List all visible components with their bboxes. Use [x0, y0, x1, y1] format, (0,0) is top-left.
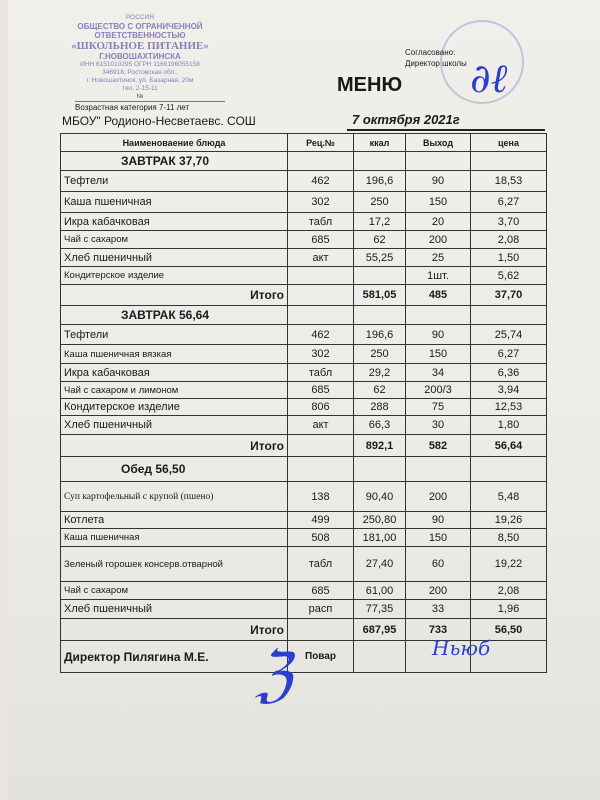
- price: [471, 457, 547, 482]
- portion: Выход: [406, 134, 471, 152]
- price: 56,64: [471, 435, 547, 457]
- recipe-no: расп: [288, 600, 354, 619]
- table-row: [61, 213, 547, 231]
- recipe-no: 806: [288, 399, 354, 416]
- recipe-no: 499: [288, 512, 354, 529]
- portion: [406, 152, 471, 171]
- price: 37,70: [471, 285, 547, 306]
- stamp-name: «ШКОЛЬНОЕ ПИТАНИЕ»: [71, 40, 209, 52]
- portion: 34: [406, 364, 471, 382]
- portion: 150: [406, 192, 471, 213]
- recipe-no: 685: [288, 582, 354, 600]
- kcal: 196,6: [354, 171, 406, 192]
- portion: 200: [406, 231, 471, 249]
- dish-name: Чай с сахаром и лимоном: [61, 382, 288, 399]
- portion: 150: [406, 345, 471, 364]
- recipe-no: 685: [288, 231, 354, 249]
- kcal: [354, 306, 406, 325]
- school-name: МБОУ" Родионо-Несветаевс. СОШ: [62, 114, 256, 128]
- recipe-no: 302: [288, 345, 354, 364]
- recipe-no: акт: [288, 416, 354, 435]
- table-row: [61, 512, 547, 529]
- kcal: 55,25: [354, 249, 406, 267]
- table-row: [61, 600, 547, 619]
- recipe-no: [288, 457, 354, 482]
- price: 1,80: [471, 416, 547, 435]
- kcal: 29,2: [354, 364, 406, 382]
- dish-name: Котлета: [61, 512, 288, 529]
- portion: 90: [406, 512, 471, 529]
- portion: 200/3: [406, 382, 471, 399]
- recipe-no: [288, 619, 354, 641]
- dish-name: Итого: [61, 285, 288, 306]
- recipe-no: 138: [288, 482, 354, 512]
- price: 3,94: [471, 382, 547, 399]
- recipe-no: 462: [288, 325, 354, 345]
- dish-name: Каша пшеничная вязкая: [61, 345, 288, 364]
- kcal: ккал: [354, 134, 406, 152]
- recipe-no: Рец.№: [288, 134, 354, 152]
- dish-name: Хлеб пшеничный: [61, 249, 288, 267]
- director-signature: ℨ: [255, 640, 292, 710]
- stamp-addr1: 346918, Ростовская обл.,: [102, 69, 178, 76]
- kcal: [354, 267, 406, 285]
- kcal: 687,95: [354, 619, 406, 641]
- kcal: 17,2: [354, 213, 406, 231]
- kcal: 62: [354, 231, 406, 249]
- kcal: 90,40: [354, 482, 406, 512]
- recipe-no: акт: [288, 249, 354, 267]
- portion: 20: [406, 213, 471, 231]
- recipe-no: [288, 267, 354, 285]
- kcal: 27,40: [354, 547, 406, 582]
- dish-name: Итого: [61, 619, 288, 641]
- dish-name: Кондитерское изделие: [61, 267, 288, 285]
- price: 3,70: [471, 213, 547, 231]
- dish-name: Хлеб пшеничный: [61, 600, 288, 619]
- price: 19,22: [471, 547, 547, 582]
- portion: [406, 457, 471, 482]
- price: 5,48: [471, 482, 547, 512]
- price: 1,50: [471, 249, 547, 267]
- dish-name: Директор Пилягина М.Е.: [61, 641, 288, 673]
- table-row: [61, 547, 547, 582]
- portion: 200: [406, 482, 471, 512]
- page-title: МЕНЮ: [337, 74, 403, 96]
- table-row: [61, 267, 547, 285]
- portion: 733: [406, 619, 471, 641]
- dish-name: Кондитерское изделие: [61, 399, 288, 416]
- dish-name: Итого: [61, 435, 288, 457]
- dish-name: Чай с сахаром: [61, 582, 288, 600]
- approval-block: [405, 47, 467, 69]
- table-row: [61, 529, 547, 547]
- kcal: 250: [354, 345, 406, 364]
- price: 12,53: [471, 399, 547, 416]
- price: цена: [471, 134, 547, 152]
- table-row: [61, 192, 547, 213]
- kcal: 61,00: [354, 582, 406, 600]
- kcal: 581,05: [354, 285, 406, 306]
- stamp-country: РОССИЯ: [125, 14, 154, 21]
- table-row: [61, 345, 547, 364]
- table-header: [61, 134, 547, 152]
- approval-label: Согласовано:: [405, 48, 456, 57]
- director-approval-signature: ∂ℓ: [470, 56, 508, 102]
- portion: 90: [406, 325, 471, 345]
- table-row: [61, 482, 547, 512]
- dish-name: Тефтели: [61, 325, 288, 345]
- section-header: [61, 152, 547, 171]
- kcal: 250,80: [354, 512, 406, 529]
- price: 56,50: [471, 619, 547, 641]
- table-row: [61, 399, 547, 416]
- price: [471, 152, 547, 171]
- company-stamp: [60, 14, 220, 101]
- table-row: [61, 382, 547, 399]
- table-row: [61, 325, 547, 345]
- price: 6,27: [471, 345, 547, 364]
- dish-name: Чай с сахаром: [61, 231, 288, 249]
- portion: 75: [406, 399, 471, 416]
- price: 5,62: [471, 267, 547, 285]
- portion: 25: [406, 249, 471, 267]
- stamp-org1: ОБЩЕСТВО С ОГРАНИЧЕННОЙ: [77, 22, 203, 31]
- dish-name: ЗАВТРАК 37,70: [61, 152, 288, 171]
- kcal: 288: [354, 399, 406, 416]
- dish-name: Хлеб пшеничный: [61, 416, 288, 435]
- stamp-number: №: [136, 93, 144, 100]
- kcal: [354, 457, 406, 482]
- portion: 33: [406, 600, 471, 619]
- dish-name: Каша пшеничная: [61, 192, 288, 213]
- age-category: Возрастная категория 7-11 лет: [75, 101, 225, 112]
- recipe-no: [288, 152, 354, 171]
- kcal: 77,35: [354, 600, 406, 619]
- table-row: [61, 416, 547, 435]
- table-row: [61, 582, 547, 600]
- price: 18,53: [471, 171, 547, 192]
- portion: 1шт.: [406, 267, 471, 285]
- dish-name: ЗАВТРАК 56,64: [61, 306, 288, 325]
- section-header: [61, 306, 547, 325]
- portion: 582: [406, 435, 471, 457]
- recipe-no: табл: [288, 213, 354, 231]
- section-header: [61, 457, 547, 482]
- price: 25,74: [471, 325, 547, 345]
- recipe-no: 462: [288, 171, 354, 192]
- table-row: [61, 231, 547, 249]
- approval-director: Директор школы: [405, 59, 467, 68]
- dish-name: Обед 56,50: [61, 457, 288, 482]
- portion: 90: [406, 171, 471, 192]
- kcal: [354, 641, 406, 673]
- portion: 60: [406, 547, 471, 582]
- dish-name: Тефтели: [61, 171, 288, 192]
- recipe-no: [288, 435, 354, 457]
- kcal: 196,6: [354, 325, 406, 345]
- dish-name: Икра кабачковая: [61, 364, 288, 382]
- table-row: [61, 364, 547, 382]
- recipe-no: [288, 306, 354, 325]
- dish-name: Икра кабачковая: [61, 213, 288, 231]
- portion: 150: [406, 529, 471, 547]
- kcal: 892,1: [354, 435, 406, 457]
- stamp-addr2: г. Новошахтинск, ул. Базарная, 20м: [86, 77, 194, 84]
- price: 1,96: [471, 600, 547, 619]
- divider: [347, 129, 545, 131]
- menu-date: 7 октября 2021г: [352, 112, 460, 127]
- portion: 200: [406, 582, 471, 600]
- kcal: [354, 152, 406, 171]
- table-row: [61, 249, 547, 267]
- portion: 485: [406, 285, 471, 306]
- recipe-no: [288, 285, 354, 306]
- recipe-no: 302: [288, 192, 354, 213]
- kcal: 66,3: [354, 416, 406, 435]
- price: 2,08: [471, 582, 547, 600]
- total-row: [61, 285, 547, 306]
- recipe-no: Повар: [288, 641, 354, 673]
- price: 2,08: [471, 231, 547, 249]
- price: [471, 306, 547, 325]
- recipe-no: 508: [288, 529, 354, 547]
- recipe-no: табл: [288, 364, 354, 382]
- table-row: [61, 171, 547, 192]
- price: 6,36: [471, 364, 547, 382]
- stamp-inn: ИНН 6151010295 ОГРН 1166196055158: [80, 61, 200, 68]
- dish-name: Зеленый горошек консерв.отварной: [61, 547, 288, 582]
- stamp-city: Г.НОВОШАХТИНСКА: [99, 52, 181, 61]
- menu-table: [60, 133, 547, 673]
- kcal: 181,00: [354, 529, 406, 547]
- recipe-no: 685: [288, 382, 354, 399]
- recipe-no: табл: [288, 547, 354, 582]
- portion: 30: [406, 416, 471, 435]
- kcal: 250: [354, 192, 406, 213]
- dish-name: Суп картофельный с крупой (пшено): [61, 482, 288, 512]
- dish-name: Наименоваение блюда: [61, 134, 288, 152]
- price: 8,50: [471, 529, 547, 547]
- price: 19,26: [471, 512, 547, 529]
- cook-signature: Ньюб: [432, 636, 491, 660]
- stamp-tel: тел. 2-15-11: [122, 85, 158, 92]
- dish-name: Каша пшеничная: [61, 529, 288, 547]
- kcal: 62: [354, 382, 406, 399]
- stamp-org2: ОТВЕТСТВЕННОСТЬЮ: [94, 31, 186, 40]
- portion: [406, 306, 471, 325]
- price: 6,27: [471, 192, 547, 213]
- total-row: [61, 435, 547, 457]
